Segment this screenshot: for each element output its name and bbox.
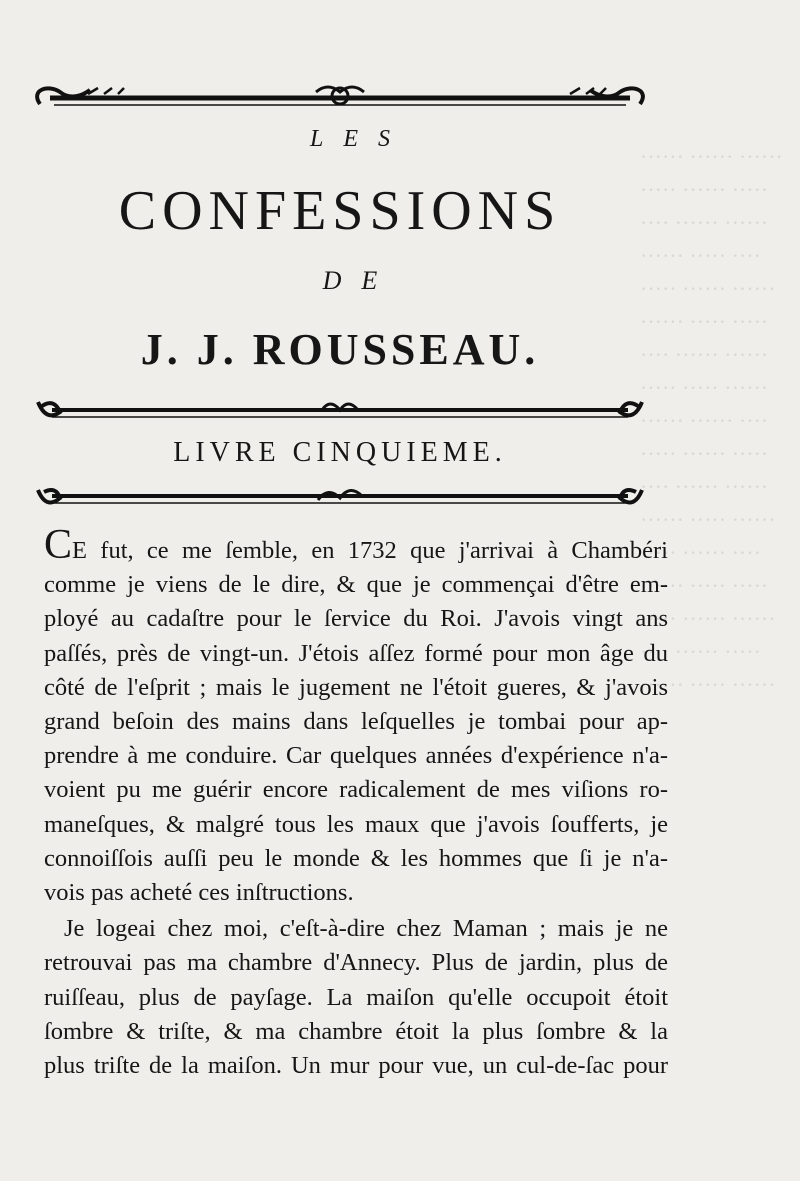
- text-line: CE fut, ce me ſemble, en 1732 que j'arrivai à Chambéri: [44, 522, 668, 568]
- title-les: LES: [309, 126, 410, 152]
- text-line: retrouvai pas ma chambre d'Annecy. Plus de jardin, plus de: [44, 949, 668, 977]
- text-line: côté de l'eſprit ; mais le jugement ne l'étoit gueres, & j'avois: [44, 673, 668, 701]
- text-line: connoiſſois auſſi peu le monde & les hommes que ſi je n'a-: [44, 844, 668, 872]
- text-line: voient pu me guérir encore radicalement de mes viſions ro-: [44, 776, 668, 804]
- text-line: Je logeai chez moi, c'eſt-à-dire chez Maman ; mais je ne: [64, 915, 668, 943]
- paragraph-2: [44, 912, 668, 1083]
- text-line: maneſques, & malgré tous les maux que j'avois ſoufferts, je: [44, 810, 668, 838]
- text-line: prendre à me conduire. Car quelques années d'expérience n'a-: [44, 742, 668, 770]
- text-line: paſſés, près de vingt-un. J'étois aſſez formé pour mon âge du: [44, 639, 668, 667]
- book-title: LIVRE CINQUIEME.: [173, 437, 507, 468]
- text-line: grand beſoin des mains dans leſquelles je tombai pour ap-: [44, 708, 668, 736]
- text-line: comme je viens de le dire, & que je commençai d'être em-: [44, 571, 668, 599]
- title-author: J. J. ROUSSEAU.: [140, 325, 540, 374]
- text-line: ſombre & triſte, & ma chambre étoit la plus ſombre & la: [44, 1017, 668, 1045]
- show-through-text: ······ ······ ······ ····· ······ ····· ···· ······ ······ ······ ····· ···· ····· ······ ······ ······ ····· ····· ···· ······ ······ ····· ····· ······ ······ ······ ···· ····· ······ ····· ···· ······ ······ ······ ····· ······ ····· ······ ···· ······ ····· ····· ····· ······ ······ ···· ······ ····· ······ ····· ······: [640, 144, 783, 697]
- title-confessions: CONFESSIONS: [118, 180, 562, 242]
- drop-capital: C: [44, 522, 73, 568]
- lower-ornament-rule: [30, 478, 650, 518]
- text-line: vois pas acheté ces inſtructions.: [44, 879, 354, 907]
- text-line: ruiſſeau, plus de payſage. La maiſon qu'elle occupoit étoit: [44, 983, 668, 1011]
- text-line: plus triſte de la maiſon. Un mur pour vue, un cul-de-ſac pour: [44, 1052, 668, 1080]
- paragraph-1: [44, 522, 668, 910]
- middle-ornament-rule: [30, 392, 650, 432]
- body-text: [44, 522, 668, 1083]
- top-ornament-rule: [30, 78, 650, 118]
- title-de: DE: [322, 266, 398, 295]
- text-line: ployé au cadaſtre pour le ſervice du Roi. J'avois vingt ans: [44, 605, 668, 633]
